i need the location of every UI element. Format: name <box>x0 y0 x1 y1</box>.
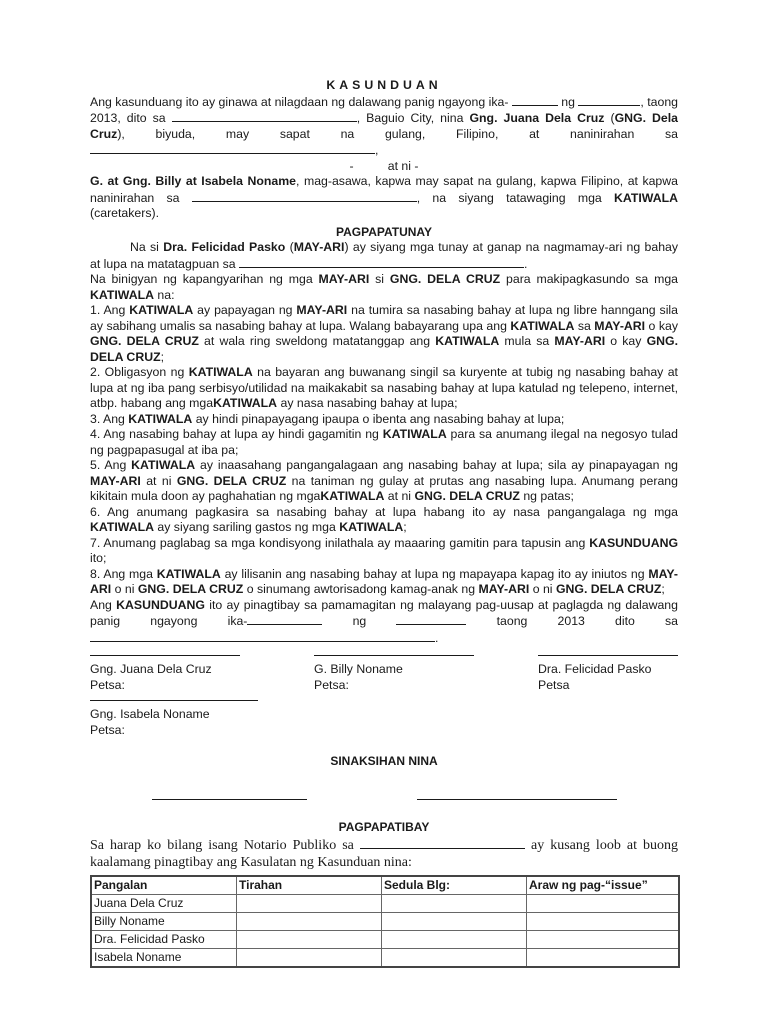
blank-line <box>90 142 375 154</box>
party1-alias: GNG. Dela Cruz <box>90 111 679 141</box>
blank-line <box>247 613 322 625</box>
signature-row <box>90 654 678 693</box>
signature-line <box>90 654 240 656</box>
section-heading-pagpapatibay: PAGPAPATIBAY <box>338 819 430 834</box>
table-row: Juana Dela Cruz <box>91 895 679 913</box>
column-header: Sedula Blg: <box>382 876 527 895</box>
signature-block: Dra. Felicidad Pasko Petsa <box>538 654 678 693</box>
signature-block: Gng. Isabela Noname Petsa: <box>90 699 258 738</box>
blank-line <box>172 110 357 122</box>
witness-line <box>417 798 617 800</box>
party2-paragraph: G. at Gng. Billy at Isabela Noname, mag-asawa, kapwa may sapat na gulang, kapwa Filipino, at kapwa naninirahan sa , na siyang tatawaging mga KATIWALA (caretakers). <box>90 174 678 220</box>
blank-line <box>396 613 466 625</box>
item-5: 5. Ang KATIWALA ay inaasahang pangangalagaan ang nasabing bahay at lupa; sila ay pinapayagan ng MAY-ARI at ni GNG. DELA CRUZ na taniman ng gulay at prutas ang nasabing lupa. Anumang perang kikitain mula doon ay paghahatian ng mgaKATIWALA at ni GNG. DELA CRUZ ng patas; <box>90 458 679 503</box>
document-title: KASUNDUAN <box>326 78 442 92</box>
blank-line <box>578 94 640 106</box>
authority-paragraph: Na binigyan ng kapangyarihan ng mga MAY-ARI si GNG. DELA CRUZ para makipagkasundo sa mga KATIWALA na: <box>90 272 679 302</box>
table-row: Dra. Felicidad Pasko <box>91 931 679 949</box>
party2-name: G. at Gng. Billy at Isabela Noname <box>90 174 297 188</box>
table-row: Isabela Noname <box>91 949 679 968</box>
table-header-row <box>91 876 679 895</box>
closing-paragraph: Ang KASUNDUANG ito ay pinagtibay sa pamamagitan ng malayang pag-uusap at paglagda ng dalawang panig ngayong ika- ng taong 2013 dito sa . <box>90 597 679 645</box>
separator-line: - at ni - <box>349 158 419 173</box>
column-header: Pangalan <box>91 876 237 895</box>
signature-block: G. Billy Noname Petsa: <box>304 654 474 693</box>
item-1: 1. Ang KATIWALA ay papayagan ng MAY-ARI na tumira sa nasabing bahay at lupa ng libre hanngang sila ay sabihang umalis sa nasabing bahay at lupa. Walang babayarang upa ang KATIWALA sa MAY-ARI o kay GNG. DELA CRUZ at wala ring sweldong matatanggap ang KATIWALA mula sa MAY-ARI o kay GNG. DELA CRUZ; <box>90 303 679 364</box>
ownership-paragraph: Na si Dra. Felicidad Pasko (MAY-ARI) ay siyang mga tunay at ganap na nagmamay-ari ng bahay at lupa na matatagpuan sa . <box>90 240 679 271</box>
item-4: 4. Ang nasabing bahay at lupa ay hindi gagamitin ng KATIWALA para sa anumang ilegal na negosyo tulad ng pagpapasugal at iba pa; <box>90 427 678 457</box>
witness-heading: SINAKSIHAN NINA <box>330 754 438 768</box>
witness-line <box>152 798 307 800</box>
column-header: Tirahan <box>237 876 382 895</box>
notary-paragraph: Sa harap ko bilang isang Notario Publiko sa ay kusang loob at buong kaalamang pinagtibay ang Kasulatan ng Kasunduan nina: <box>90 835 678 871</box>
column-header: Araw ng pag-“issue” <box>527 876 680 895</box>
blank-line <box>512 94 558 106</box>
table-row: Billy Noname <box>91 913 679 931</box>
signature-line <box>90 699 258 701</box>
item-2: 2. Obligasyon ng KATIWALA na bayaran ang buwanang singil sa kuryente at tubig ng nasabing bahay at lupa at ng iba pang serbisyo/utilidad na maikakabit sa nasabing bahay at lupa katulad ng telepeno, internet, atbp. habang ang mgaKATIWALA ay nasa nasabing bahay at lupa; <box>90 365 678 410</box>
blank-line <box>192 190 417 202</box>
document-page <box>90 78 678 968</box>
intro-paragraph: Ang kasunduang ito ay ginawa at nilagdaan ng dalawang panig ngayong ika- ng , taong 2013, dito sa , Baguio City, nina Gng. Juana Dela Cruz (GNG. Dela Cruz), biyuda, may sapat na gulang, Filipino, at naninirahan sa , <box>90 94 679 157</box>
blank-line <box>90 630 435 642</box>
item-6: 6. Ang anumang pagkasira sa nasabing bahay at lupa habang ito ay nasa pangangalaga ng mga KATIWALA ay siyang sariling gastos ng mga KATIWALA; <box>90 504 678 534</box>
signature-line <box>538 654 678 656</box>
section-heading-pagpapatunay: PAGPAPATUNAY <box>335 224 432 239</box>
blank-line <box>360 835 525 849</box>
signature-line <box>314 654 474 656</box>
blank-line <box>239 256 524 268</box>
party1-name: Gng. Juana Dela Cruz <box>469 111 605 125</box>
parties-table <box>90 875 680 968</box>
item-8: 8. Ang mga KATIWALA ay lilisanin ang nasabing bahay at lupa ng mapayapa kapag ito ay iniutos ng MAY-ARI o ni GNG. DELA CRUZ o sinumang awtorisadong kamag-anak ng MAY-ARI o ni GNG. DELA CRUZ; <box>90 566 679 596</box>
signature-block: Gng. Juana Dela Cruz Petsa: <box>90 654 240 693</box>
witness-lines <box>90 798 678 806</box>
item-7: 7. Anumang paglabag sa mga kondisyong inilathala ay maaaring gamitin para tapusin ang KASUNDUANG ito; <box>90 535 679 565</box>
item-3: 3. Ang KATIWALA ay hindi pinapayagang ipaupa o ibenta ang nasabing bahay at lupa; <box>90 411 565 426</box>
